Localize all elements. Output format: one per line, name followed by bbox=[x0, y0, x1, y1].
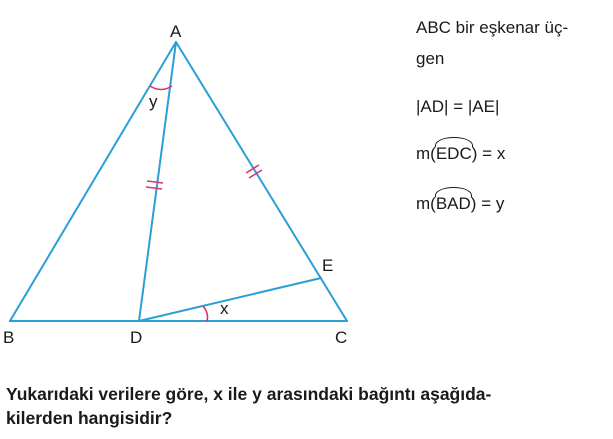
given-angle-edc bbox=[416, 143, 505, 165]
angle-arcs bbox=[150, 86, 208, 321]
given-ad-equals-ae bbox=[416, 96, 499, 118]
tick-ad-1 bbox=[147, 181, 163, 183]
given-bad-arc: BAD bbox=[435, 194, 471, 213]
given-bad-op: = bbox=[481, 194, 492, 213]
angle-y-label: y bbox=[149, 92, 158, 111]
point-b-label: B bbox=[3, 328, 15, 347]
tick-ad-2 bbox=[146, 187, 162, 189]
tick-marks bbox=[146, 165, 262, 189]
point-c-label: C bbox=[335, 328, 348, 347]
point-e-label: E bbox=[322, 256, 334, 275]
point-a-label: A bbox=[170, 22, 182, 41]
given-edc-arc: EDC bbox=[435, 144, 472, 163]
question-text bbox=[6, 382, 606, 430]
side-ac bbox=[176, 42, 347, 321]
given-triangle-line2: gen bbox=[416, 49, 445, 68]
given-edc-op: = bbox=[482, 144, 493, 163]
given-edc-prefix: m( bbox=[416, 144, 436, 163]
segment-de bbox=[139, 278, 321, 321]
angle-x-arc bbox=[203, 306, 208, 321]
given-bad-value: y bbox=[495, 194, 505, 213]
point-d-label: D bbox=[130, 328, 143, 347]
given-ad: |AD| bbox=[416, 97, 449, 116]
given-bad-suffix: ) bbox=[470, 194, 477, 213]
triangle-sides bbox=[10, 42, 347, 321]
question-line1: Yukarıdaki verilere göre, x ile y arasındaki bağıntı aşağıda- bbox=[6, 384, 492, 404]
question-line2: kilerden hangisidir? bbox=[6, 408, 173, 428]
given-ae: |AE| bbox=[467, 97, 500, 116]
given-angle-bad bbox=[416, 193, 504, 215]
given-triangle-line1: ABC bir eşkenar üç- bbox=[416, 18, 569, 37]
segment-ad bbox=[139, 42, 176, 321]
angle-y-arc bbox=[150, 86, 172, 90]
angle-x-label: x bbox=[220, 299, 229, 318]
given-edc-suffix: ) bbox=[471, 144, 478, 163]
given-bad-prefix: m( bbox=[416, 194, 436, 213]
given-ad-op: = bbox=[453, 97, 464, 116]
given-edc-value: x bbox=[496, 144, 506, 163]
